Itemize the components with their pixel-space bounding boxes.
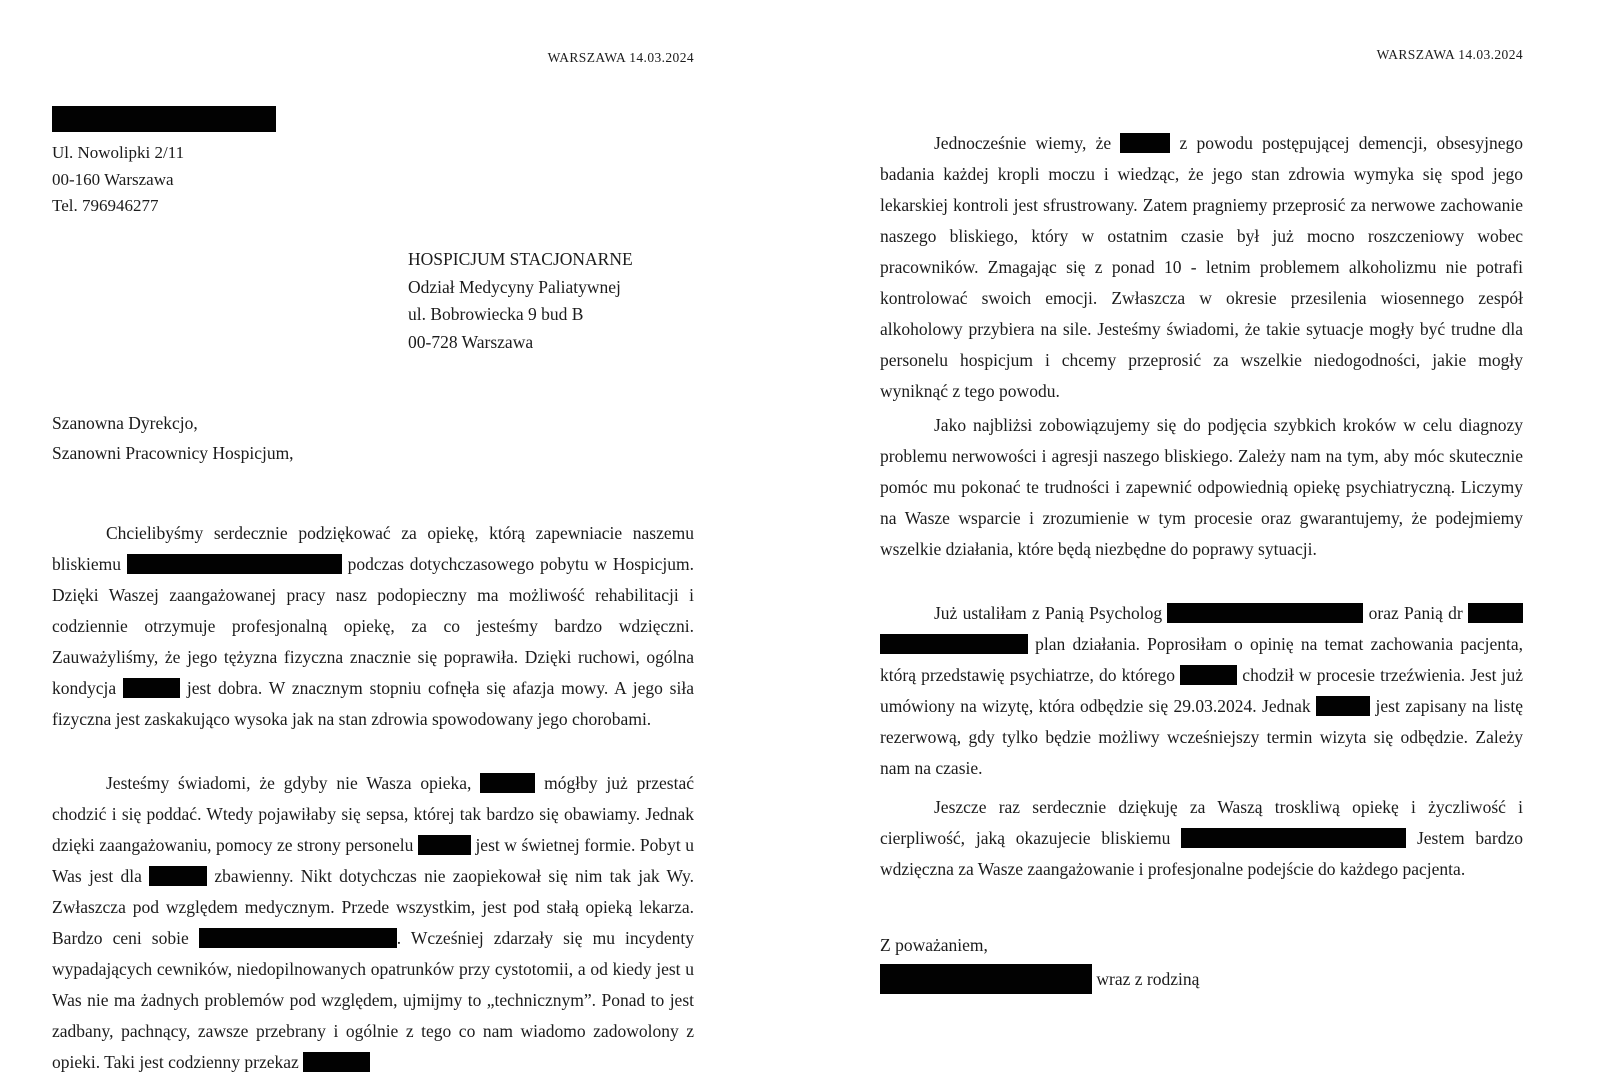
redacted-text	[127, 554, 342, 574]
redacted-text	[149, 866, 207, 886]
redacted-text	[1316, 696, 1370, 716]
recipient-street: ul. Bobrowiecka 9 bud B	[408, 304, 584, 324]
redacted-text	[880, 964, 1092, 994]
body-paragraph-2: Jesteśmy świadomi, że gdyby nie Wasza opieka, mógłby już przestać chodzić i się poddać. Wtedy pojawiłaby się sepsa, której tak bardzo się obawiamy. Jednak dzięki zaangażowaniu, pomocy ze strony personelu jest w świetnej formie. Pobyt u Was jest dla zbawienny. Nikt dotychczas nie zaopiekował się nim tak jak Wy. Zwłaszcza pod względem medycznym. Przede wszystkim, jest pod stałą opieką lekarza. Bardzo ceni sobie . Wcześniej zdarzały się mu incydenty wypadających cewników, niedopilnowanych opatrunków przy cystotomii, a od kiedy jest u Was nie ma żadnych problemów pod względem, ujmijmy to „technicznym”. Ponad to jest zadbany, pachnący, zawsze przebrany i ogólnie z tego co nam wiadomo zadowolony z opieki. Taki jest codzienny przekaz	[52, 773, 694, 1072]
sender-phone: Tel. 796946277	[52, 196, 159, 215]
recipient-department: Odział Medycyny Paliatywnej	[408, 276, 621, 297]
body-paragraph-5: Już ustaliłam z Panią Psycholog oraz Panią dr plan działania. Poprosiłam o opinię na temat zachowania pacjenta, którą przedstawię psychiatrze, do którego chodził w procesie trzeźwienia. Jest już umówiony na wizytę, która odbędzie się 29.03.2024. Jednak jest zapisany na listę rezerwową, gdy tylko będzie możliwy wcześniejszy termin wizyta się odbędzie. Zależy nam na czasie.	[880, 603, 1524, 778]
closing-block	[880, 930, 1199, 995]
body-paragraph-3: Jednocześnie wiemy, że z powodu postępującej demencji, obsesyjnego badania każdej kropli moczu i wiedząc, że jego stan zdrowia wymyka się spod jego lekarskiej kontroli jest sfrustrowany. Zatem pragniemy przeprosić za nerwowe zachowanie naszego bliskiego, który w ostatnim czasie był już mocno roszczeniowy wobec pracowników. Zmagając się z ponad 10 - letnim problemem alkoholizmu nie potrafi kontrolować swoich emocji. Zwłaszcza w okresie przesilenia wiosennego zespół alkoholowy przybiera na sile. Jesteśmy świadomi, że takie sytuacje mogły być trudne dla personelu hospicjum i chcemy przeprosić za wszelkie niedogodności, jakie mogły wyniknąć z tego powodu.	[880, 133, 1523, 401]
redacted-text	[52, 106, 276, 132]
salutation-block	[52, 408, 294, 468]
signature-line: wraz z rodziną	[880, 963, 1199, 995]
date-line: WARSZAWA 14.03.2024	[547, 50, 694, 65]
date-line: WARSZAWA 14.03.2024	[1376, 47, 1523, 62]
recipient-name: HOSPICJUM STACJONARNE	[408, 249, 633, 269]
redacted-text	[303, 1052, 370, 1072]
closing-phrase: Z poważaniem,	[880, 935, 988, 955]
salutation-line: Szanowna Dyrekcjo,	[52, 413, 198, 433]
body-paragraph-6: Jeszcze raz serdecznie dziękuję za Waszą troskliwą opiekę i życzliwość i cierpliwość, jaką okazujecie bliskiemu Jestem bardzo wdzięczna za Wasze zaangażowanie i profesjonalne podejście do każdego pacjenta.	[880, 797, 1523, 879]
redacted-text	[418, 835, 471, 855]
redacted-text	[480, 773, 535, 793]
salutation-line: Szanowni Pracownicy Hospicjum,	[52, 443, 294, 463]
recipient-block	[408, 246, 633, 356]
redacted-text	[880, 634, 1028, 654]
redacted-text	[1167, 603, 1363, 623]
letter-page-2	[880, 0, 1523, 1084]
redacted-text	[123, 678, 180, 698]
redacted-text	[199, 928, 397, 948]
sender-address-street: Ul. Nowolipki 2/11	[52, 143, 185, 162]
sender-block	[52, 106, 276, 220]
redacted-text	[1180, 665, 1237, 685]
redacted-text	[1468, 603, 1523, 623]
redacted-text	[1181, 828, 1406, 848]
letter-page-1	[52, 0, 694, 1084]
redacted-sender-name	[52, 106, 276, 132]
body-paragraph-1: Chcielibyśmy serdecznie podziękować za opiekę, którą zapewniacie naszemu bliskiemu podczas dotychczasowego pobytu w Hospicjum. Dzięki Waszej zaangażowanej pracy nasz podopieczny ma możliwość rehabilitacji i codziennie otrzymuje profesjonalną opiekę, za co jesteśmy bardzo wdzięczni. Zauważyliśmy, że jego tężyzna fizyczna znacznie się poprawiła. Dzięki ruchowi, ogólna kondycja jest dobra. W znacznym stopniu cofnęła się afazja mowy. A jego siła fizyczna jest zaskakująco wysoka jak na stan zdrowia spowodowany jego chorobami.	[52, 523, 694, 729]
sender-address-city: 00-160 Warszawa	[52, 169, 174, 189]
body-paragraph-4: Jako najbliżsi zobowiązujemy się do podjęcia szybkich kroków w celu diagnozy problemu nerwowości i agresji naszego bliskiego. Zależy nam na tym, aby móc skutecznie pomóc mu pokonać te trudności i zapewnić odpowiednią opiekę psychiatryczną. Liczymy na Wasze wsparcie i zrozumienie w tym procesie oraz gwarantujemy, że podejmiemy wszelkie działania, które będą niezbędne do poprawy sytuacji.	[880, 415, 1523, 559]
recipient-city: 00-728 Warszawa	[408, 331, 534, 352]
redacted-text	[1120, 133, 1170, 153]
